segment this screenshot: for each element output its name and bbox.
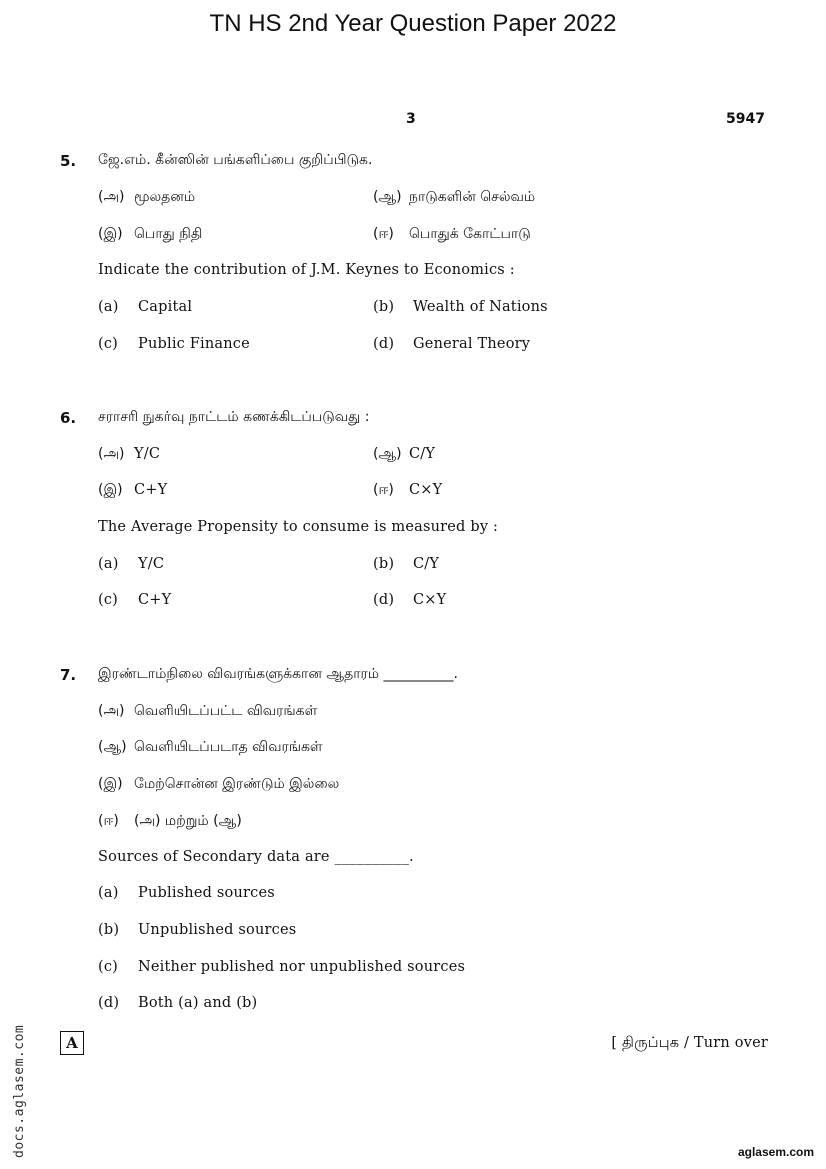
page-title: TN HS 2nd Year Question Paper 2022 <box>209 10 617 37</box>
english-option: (d) C×Y <box>373 592 447 608</box>
english-option: (c) Public Finance <box>98 336 250 352</box>
english-option: (d) Both (a) and (b) <box>98 995 258 1011</box>
tamil-question: ஜே.எம். கீன்ஸின் பங்களிப்பை குறிப்பிடுக. <box>98 152 373 168</box>
english-option: (a) Published sources <box>98 885 275 901</box>
tamil-option: (அ) வெளியிடப்பட்ட விவரங்கள் <box>98 703 318 719</box>
tamil-option: (இ) பொது நிதி <box>98 226 203 242</box>
tamil-option: (அ) Y/C <box>98 446 161 462</box>
english-option: (b) Wealth of Nations <box>373 299 548 315</box>
english-option: (c) C+Y <box>98 592 172 608</box>
page-number: 3 <box>406 111 416 127</box>
question-number: 7. <box>60 666 77 684</box>
tamil-option: (ஆ) C/Y <box>373 446 436 462</box>
tamil-option: (அ) மூலதனம் <box>98 189 196 205</box>
tamil-option: (இ) C+Y <box>98 482 168 498</box>
english-option: (d) General Theory <box>373 336 531 352</box>
english-option: (a) Capital <box>98 299 193 315</box>
english-option: (b) Unpublished sources <box>98 922 297 938</box>
question-number: 6. <box>60 409 77 427</box>
tamil-option: (ஆ) நாடுகளின் செல்வம் <box>373 189 536 205</box>
tamil-option: (ஈ) (அ) மற்றும் (ஆ) <box>98 813 242 829</box>
english-question: Sources of Secondary data are __________. <box>98 849 414 865</box>
english-option: (b) C/Y <box>373 556 440 572</box>
question-number: 5. <box>60 152 77 170</box>
tamil-question: சராசரி நுகர்வு நாட்டம் கணக்கிடப்படுவது : <box>98 409 370 425</box>
english-option: (c) Neither published nor unpublished sources <box>98 959 466 975</box>
tamil-option: (ஈ) பொதுக் கோட்பாடு <box>373 226 531 242</box>
paper-code: 5947 <box>726 111 765 127</box>
section-badge: A <box>60 1031 84 1055</box>
brand-footer: aglasem.com <box>737 1145 814 1159</box>
turn-over-note: [ திருப்புக / Turn over <box>611 1035 768 1051</box>
english-option: (a) Y/C <box>98 556 165 572</box>
watermark: docs.aglasem.com <box>12 1024 27 1158</box>
tamil-question: இரண்டாம்நிலை விவரங்களுக்கான ஆதாரம் __________. <box>98 666 458 682</box>
tamil-option: (ஈ) C×Y <box>373 482 443 498</box>
english-question: The Average Propensity to consume is measured by : <box>98 519 499 535</box>
tamil-option: (ஆ) வெளியிடப்படாத விவரங்கள் <box>98 739 323 755</box>
tamil-option: (இ) மேற்சொன்ன இரண்டும் இல்லை <box>98 776 340 792</box>
english-question: Indicate the contribution of J.M. Keynes to Economics : <box>98 262 515 278</box>
